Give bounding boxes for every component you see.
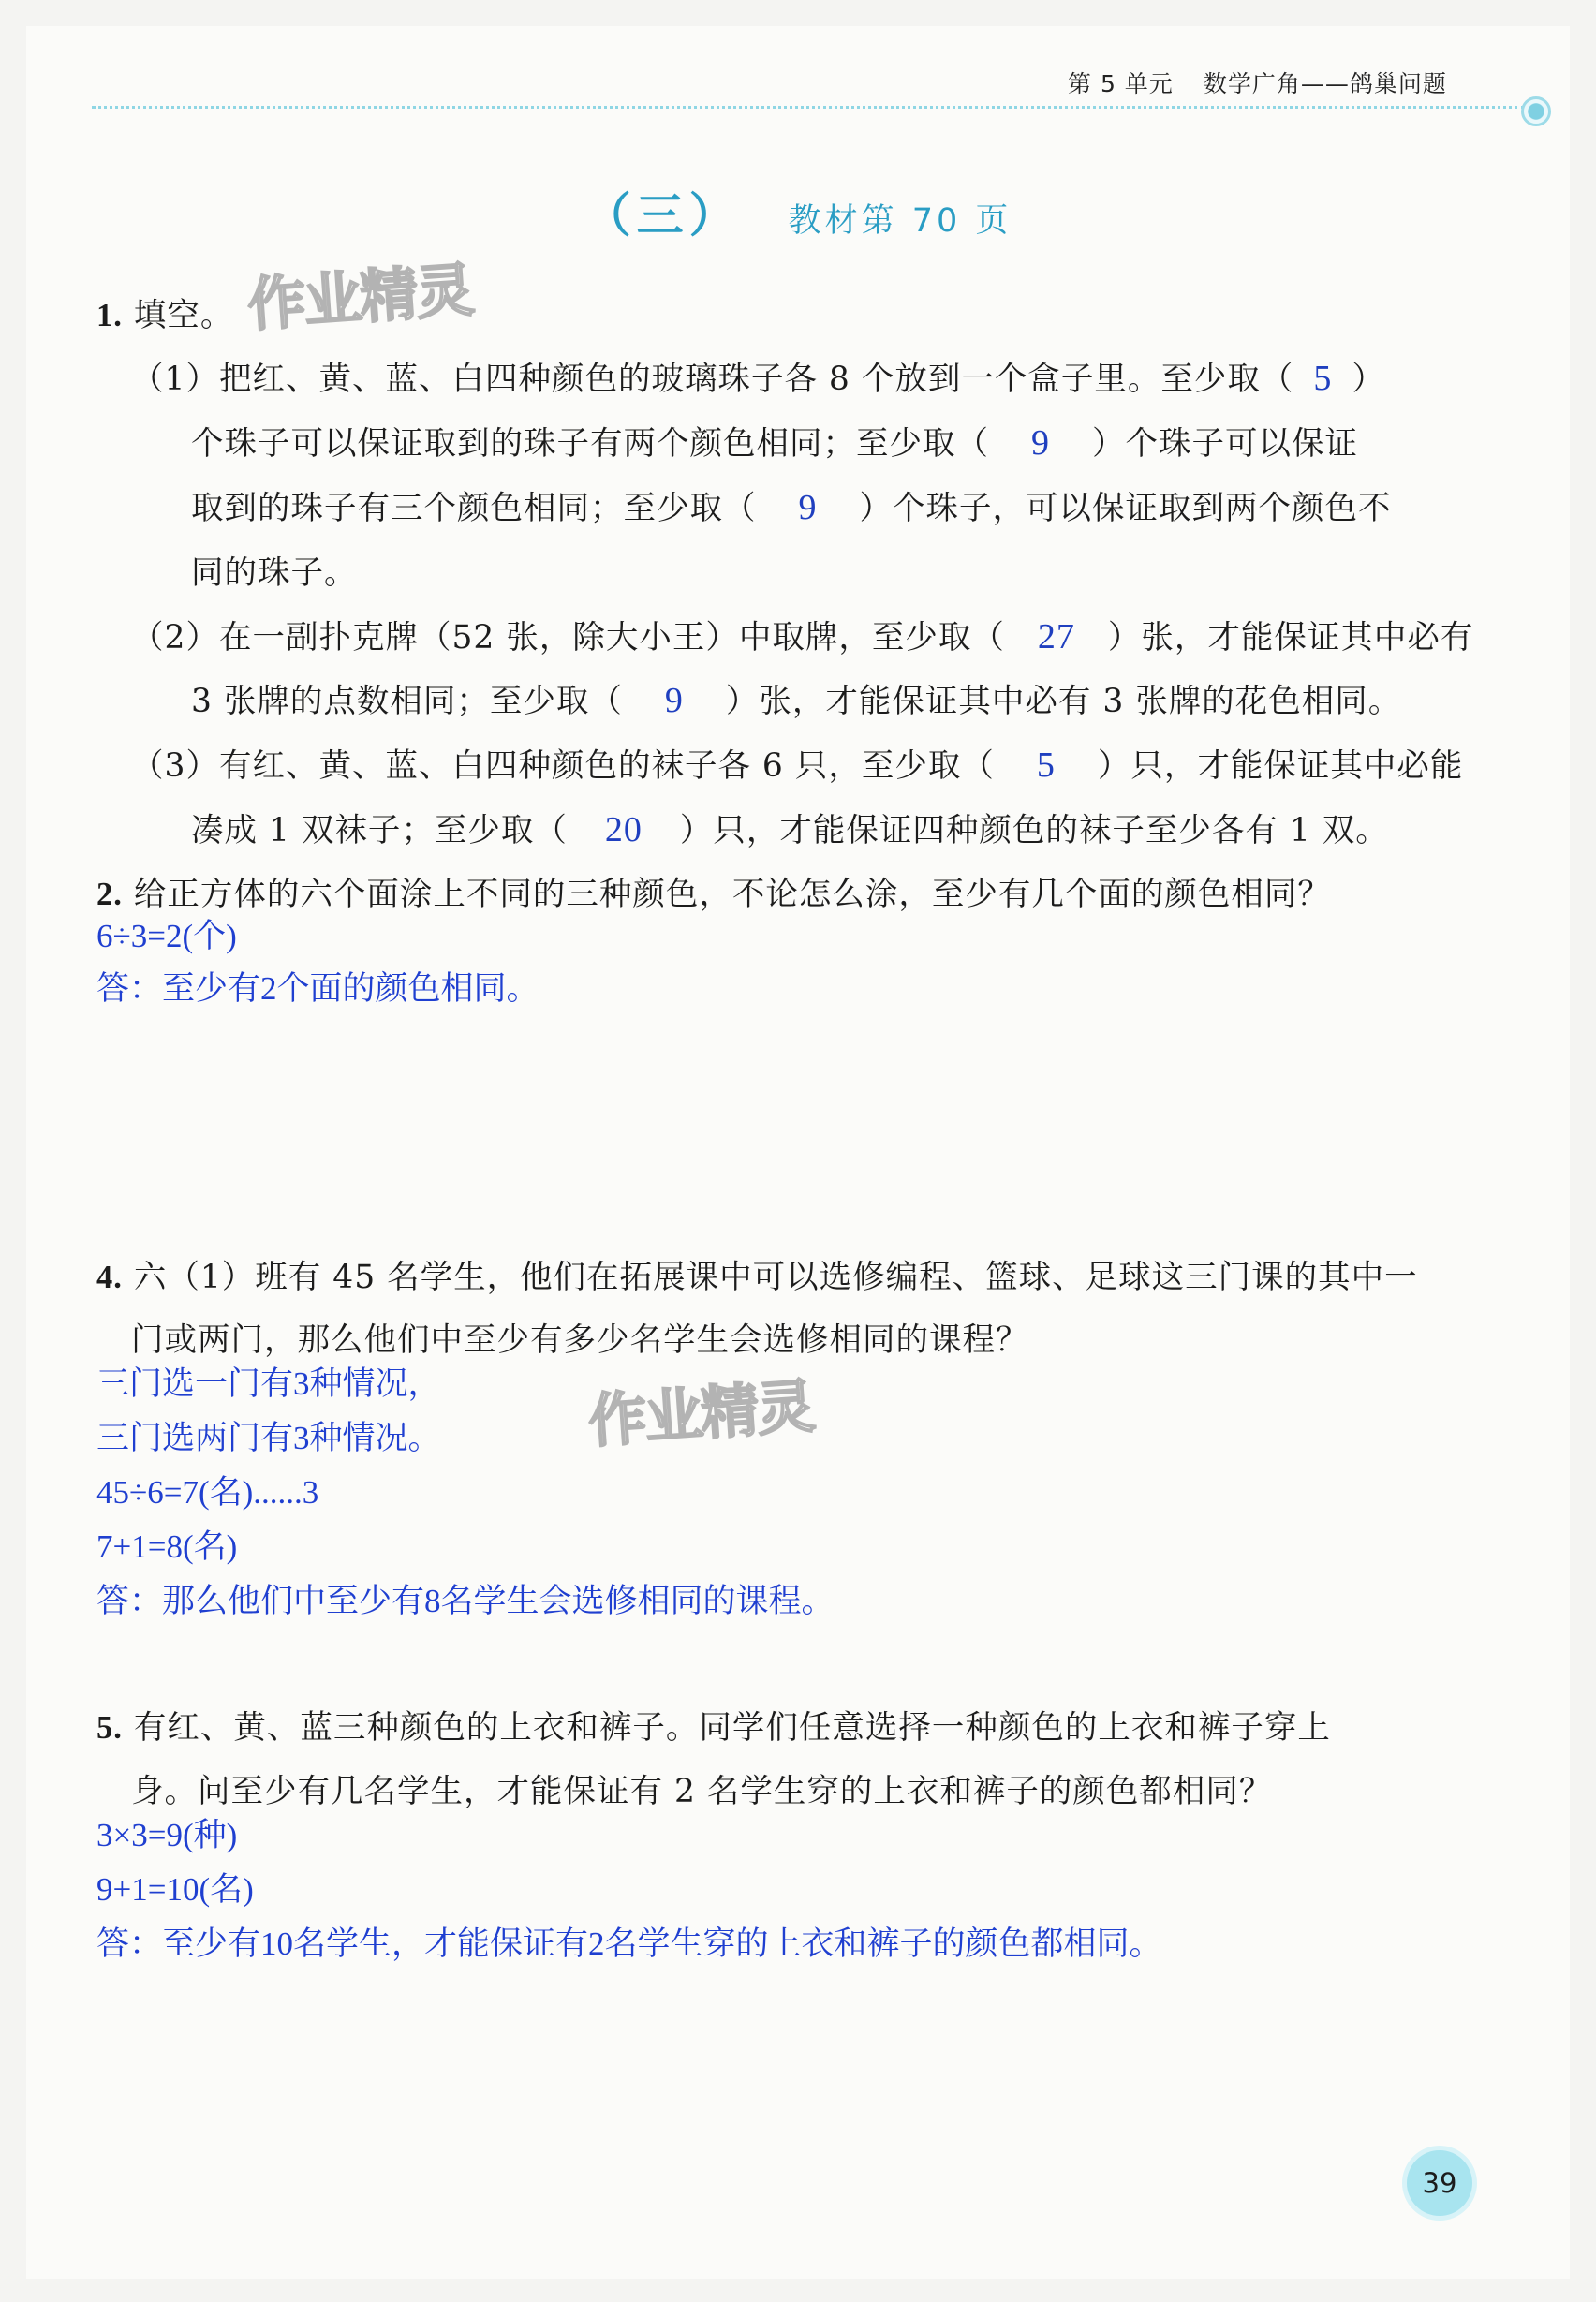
q2-answer-line: 6÷3=2(个) xyxy=(96,918,237,954)
q4-number: 4. xyxy=(96,1260,123,1295)
q2-answer-line: 答：至少有2个面的颜色相同。 xyxy=(96,970,539,1007)
q1-p1-line4: 同的珠子。 xyxy=(191,554,358,592)
text: ）张，才能保证其中必有 3 张牌的花色相同。 xyxy=(725,683,1402,720)
text: 凑成 1 双袜子；至少取（ xyxy=(191,812,568,849)
q4-answer-line: 三门选两门有3种情况。 xyxy=(96,1420,441,1456)
header-divider xyxy=(92,106,1525,109)
page-number: 39 xyxy=(1422,2167,1457,2199)
answer-blank: 9 xyxy=(1031,423,1050,463)
q1-p1-line1 xyxy=(131,352,1385,399)
q1-heading xyxy=(96,288,233,335)
q4-answer-line: 45÷6=7(名)......3 xyxy=(96,1474,319,1511)
watermark-top: 作业精灵 xyxy=(245,255,475,340)
text: （2）在一副扑克牌（52 张，除大小王）中取牌，至少取（ xyxy=(131,619,1005,657)
q5-line2: 身。问至少有几名学生，才能保证有 2 名学生穿的上衣和裤子的颜色都相同？ xyxy=(131,1773,1273,1810)
q4-answer-line: 三门选一门有3种情况， xyxy=(96,1365,441,1402)
answer-blank: 5 xyxy=(1313,359,1333,398)
q5-answer-line: 9+1=10(名) xyxy=(96,1871,254,1908)
section-title xyxy=(0,178,1596,245)
text: ）只，才能保证其中必能 xyxy=(1097,747,1464,785)
answer-blank: 20 xyxy=(604,810,643,849)
q2-number: 2. xyxy=(96,877,123,912)
text: 取到的珠子有三个颜色相同；至少取（ xyxy=(191,490,757,527)
text: 个珠子可以保证取到的珠子有两个颜色相同；至少取（ xyxy=(191,425,989,463)
text: 3 张牌的点数相同；至少取（ xyxy=(191,683,623,720)
q4-answer-line: 7+1=8(名) xyxy=(96,1528,238,1565)
text: ）个珠子可以保证 xyxy=(1092,425,1358,463)
page-number-badge xyxy=(1407,2150,1472,2216)
answer-blank: 9 xyxy=(798,488,818,527)
answer-blank: 5 xyxy=(1036,745,1056,785)
q1-p3-line2 xyxy=(191,804,1389,850)
section-reference: 教材第 70 页 xyxy=(788,202,1012,240)
q1-p1-line2 xyxy=(191,417,1358,464)
text: （1）把红、黄、蓝、白四种颜色的玻璃珠子各 8 个放到一个盒子里。至少取（ xyxy=(131,361,1294,398)
q1-p2-line1 xyxy=(131,611,1473,657)
q1-p1-line3 xyxy=(191,481,1392,528)
q1-p2-line2 xyxy=(191,674,1401,721)
q5-answer-line: 3×3=9(种) xyxy=(96,1817,238,1853)
watermark-middle: 作业精灵 xyxy=(586,1371,816,1456)
q1-title: 填空。 xyxy=(133,297,234,334)
q1-number: 1. xyxy=(96,298,123,333)
text: ）个珠子，可以保证取到两个颜色不 xyxy=(859,490,1392,527)
q4-line2: 门或两门，那么他们中至少有多少名学生会选修相同的课程？ xyxy=(131,1321,1029,1359)
text: 给正方体的六个面涂上不同的三种颜色，不论怎么涂，至少有几个面的颜色相同？ xyxy=(133,876,1331,913)
q5-number: 5. xyxy=(96,1710,123,1746)
header-unit: 第 5 单元 xyxy=(1068,70,1174,97)
text: 有红、黄、蓝三种颜色的上衣和裤子。同学们任意选择一种颜色的上衣和裤子穿上 xyxy=(133,1709,1331,1747)
q4-line1 xyxy=(96,1250,1418,1297)
header-topic: 数学广角——鸽巢问题 xyxy=(1203,70,1447,97)
q5-answer-line: 答：至少有10名学生，才能保证有2名学生穿的上衣和裤子的颜色都相同。 xyxy=(96,1926,1162,1962)
page-header xyxy=(1068,66,1447,99)
text: ）只，才能保证四种颜色的袜子至少各有 1 双。 xyxy=(679,812,1389,849)
text: （3）有红、黄、蓝、白四种颜色的袜子各 6 只，至少取（ xyxy=(131,747,995,785)
q5-line1 xyxy=(96,1701,1331,1748)
header-ornament-icon xyxy=(1521,96,1551,126)
text: ） xyxy=(1352,361,1385,398)
text: 六（1）班有 45 名学生，他们在拓展课中可以选修编程、篮球、足球这三门课的其中一 xyxy=(133,1259,1418,1296)
q4-answer-line: 答：那么他们中至少有8名学生会选修相同的课程。 xyxy=(96,1583,835,1619)
q2-text xyxy=(96,867,1331,914)
section-number: （三） xyxy=(584,188,742,243)
q1-p3-line1 xyxy=(131,739,1463,786)
answer-blank: 27 xyxy=(1037,617,1075,657)
answer-blank: 9 xyxy=(664,681,684,720)
text: ）张，才能保证其中必有 xyxy=(1107,619,1474,657)
